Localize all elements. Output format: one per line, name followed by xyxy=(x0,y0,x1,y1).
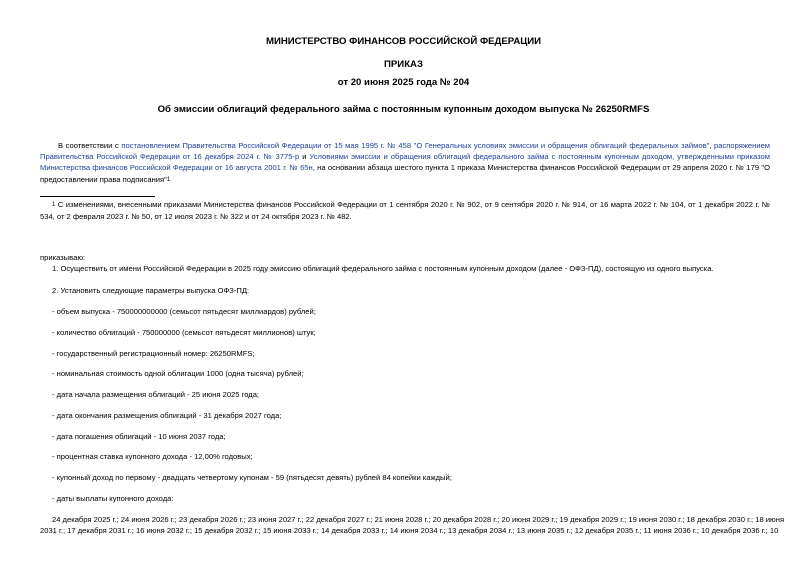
footnote-paragraph xyxy=(40,199,770,222)
footnote-mark: 1 xyxy=(52,202,56,208)
coupon-dates-line-1: 24 декабря 2025 г.; 24 июня 2026 г.; 23 декабря 2026 г.; 23 июня 2027 г.; 22 декабря 2027 г.; 21 июня 2028 г.; 20 декабря 2028 г.; 20 июня 2029 г.; 19 декабря 2029 г.; 19 июня 2030 г.; 18 декабря 2030 г.; 18 июня xyxy=(52,515,785,524)
coupon-dates-line-2: 2031 г.; 17 декабря 2031 г.; 16 июня 2032 г.; 15 декабря 2032 г.; 15 июня 2033 г.; 14 декабря 2033 г.; 14 июня 2034 г.; 13 декабря 2034 г.; 13 июня 2035 г.; 12 декабря 2035 г.; 11 июня 2036 г.; 10 декабря 2036 г.; 10 xyxy=(40,526,779,535)
param-placement-end: - дата окончания размещения облигаций - 31 декабря 2027 года; xyxy=(52,411,282,420)
order-date-number: от 20 июня 2025 года № 204 xyxy=(337,77,470,88)
order-3775-link[interactable]: распоряжением Правительства Российской Федерации от 16 декабря 2024 г. № 3775-р xyxy=(40,141,771,162)
param-coupon-income: - купонный доход по первому - двадцать четвертому купонам - 59 (пятьдесят девять) рублей 84 копейки каждый; xyxy=(52,473,452,482)
footnote-separator xyxy=(40,196,155,197)
item-2: 2. Установить следующие параметры выпуска ОФЗ-ПД: xyxy=(52,286,250,295)
doc-type-heading: ПРИКАЗ xyxy=(384,59,423,70)
param-maturity: - дата погашения облигаций - 10 июня 2037 года; xyxy=(52,432,226,441)
param-reg-number: - государственный регистрационный номер: 26250RMFS; xyxy=(52,349,255,358)
footnote-reference[interactable]: 1 xyxy=(166,176,171,183)
order-title: Об эмиссии облигаций федерального займа с постоянным купонным доходом выпуска № 26250RMFS xyxy=(157,104,650,115)
footnote-text: С изменениями, внесенными приказами Министерства финансов Российской Федерации от 1 сентября 2020 г. № 902, от 9 сентября 2020 г. № 914, от 16 марта 2022 г. № 104, от 1 декабря 2022 г. № 534, от 2 февраля 2023 г. № 50, от 12 июля 2023 г. № 322 и от 24 октября 2023 г. № 482. xyxy=(40,200,770,222)
item-1: 1. Осуществить от имени Российской Федерации в 2025 году эмиссию облигаций федерального займа с постоянным купонным доходом (далее - ОФЗ-ПД), состоящую из одного выпуска. xyxy=(52,264,714,273)
param-coupon-dates: - даты выплаты купонного дохода: xyxy=(52,494,174,503)
preamble-paragraph xyxy=(40,140,770,186)
ministry-heading: МИНИСТЕРСТВО ФИНАНСОВ РОССИЙСКОЙ ФЕДЕРАЦИИ xyxy=(265,36,542,47)
orders-word: приказываю: xyxy=(40,253,86,262)
decree-458-link[interactable]: постановлением Правительства Российской Федерации от 15 мая 1995 г. № 458 "О Генеральных условиях эмиссии и обращения облигаций федеральных займов" xyxy=(121,141,710,150)
param-placement-start: - дата начала размещения облигаций - 25 июня 2025 года; xyxy=(52,390,260,399)
preamble-text-2: , xyxy=(709,141,714,150)
param-coupon-rate: - процентная ставка купонного дохода - 12,00% годовых; xyxy=(52,452,253,461)
preamble-text-3: и xyxy=(299,152,310,162)
preamble-text-4: , на основании абзаца шестого пункта 1 приказа Министерства финансов Российской Федерации от 29 апреля 2020 г. № 179 "О предоставлении права подписания" xyxy=(40,163,770,184)
param-volume: - объем выпуска - 750000000000 (семьсот пятьдесят миллиардов) рублей; xyxy=(52,307,316,316)
param-quantity: - количество облигаций - 750000000 (семьсот пятьдесят миллионов) штук; xyxy=(52,328,316,337)
conditions-65n-link[interactable]: Условиями эмиссии и обращения облигаций федерального займа с постоянным купонным доходом, утвержденными приказом Министерства финансов Российской Федерации от 16 августа 2001 г. № 65н xyxy=(40,152,770,173)
preamble-text-1: В соответствии с xyxy=(58,141,122,150)
param-nominal: - номинальная стоимость одной облигации 1000 (одна тысяча) рублей; xyxy=(52,369,304,378)
